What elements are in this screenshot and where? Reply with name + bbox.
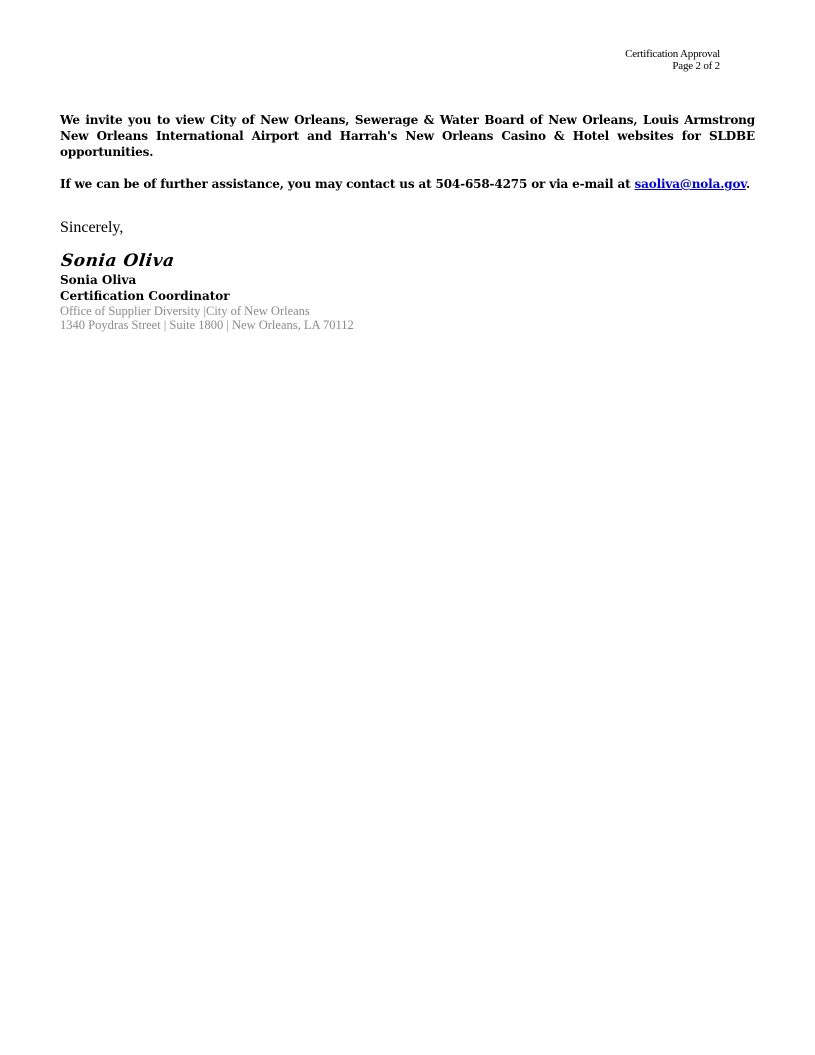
signer-name: Sonia Oliva [60, 273, 137, 287]
handwritten-signature: Sonia Oliva [60, 251, 176, 271]
header-title: Certification Approval [625, 48, 720, 60]
paragraph-contact [60, 176, 755, 192]
signature-block [60, 237, 755, 332]
page-header [625, 48, 720, 72]
closing-salutation: Sincerely, [60, 219, 124, 236]
header-page-number: Page 2 of 2 [672, 60, 720, 72]
signer-address: 1340 Poydras Street | Suite 1800 | New Orleans, LA 70112 [60, 318, 354, 332]
contact-text: If we can be of further assistance, you may contact us at 504-658-4275 or via e-mail at [60, 177, 635, 191]
paragraph-opportunities: We invite you to view City of New Orleans, Sewerage & Water Board of New Orleans, Louis Armstrong New Orleans International Airport and Harrah's New Orleans Casino & Hotel websites for SLDBE opportunities. [60, 113, 755, 159]
signer-office: Office of Supplier Diversity |City of New Orleans [60, 304, 310, 318]
contact-period: . [745, 177, 750, 191]
signer-title: Certification Coordinator [60, 289, 230, 303]
email-link[interactable]: saoliva@nola.gov [634, 177, 746, 191]
letter-body [60, 112, 755, 332]
